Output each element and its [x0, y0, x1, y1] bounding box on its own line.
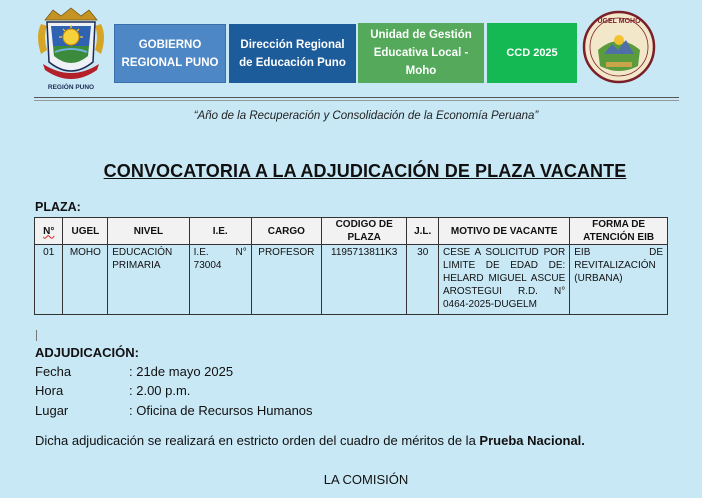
text-cursor: [36, 330, 37, 341]
col-header-ie: I.E.: [189, 218, 251, 245]
ugel-moho-logo: [582, 10, 656, 84]
col-header-forma: FORMA DE ATENCIÓN EIB: [570, 218, 668, 245]
col-header-nivel: NIVEL: [108, 218, 189, 245]
cell-motivo: CESE A SOLICITUD POR LIMITE DE EDAD DE: HELARD MIGUEL ASCUE AROSTEGUI R.D. N° 0464-2025-DUGELM: [438, 245, 569, 315]
ccd-box: CCD 2025: [487, 23, 577, 83]
header-divider-thin: [34, 100, 679, 101]
hora-value: : 2.00 p.m.: [129, 383, 191, 398]
fecha-value: : 21de mayo 2025: [129, 364, 234, 379]
fecha-row: [35, 364, 233, 379]
direccion-regional-box: Dirección Regional de Educación Puno: [229, 24, 356, 83]
header-divider: [34, 97, 679, 98]
adjudicacion-label: ADJUDICACIÓN:: [35, 345, 139, 360]
region-puno-label: REGIÓN PUNO: [47, 84, 95, 91]
col-header-motivo: MOTIVO DE VACANTE: [438, 218, 569, 245]
note-bold: Prueba Nacional.: [479, 433, 585, 448]
cell-ie: I.E. N° 73004: [189, 245, 251, 315]
hora-row: [35, 383, 190, 398]
ugel-moho-seal-text: UGEL MOHO: [597, 18, 641, 25]
lugar-row: [35, 403, 313, 418]
lugar-key: Lugar: [35, 403, 69, 418]
hora-key: Hora: [35, 383, 64, 398]
col-header-number: N°: [35, 218, 63, 245]
ugel-moho-box: Unidad de Gestión Educativa Local - Moho: [358, 23, 484, 83]
cell-jl: 30: [407, 245, 439, 315]
col-header-jl: J.L.: [407, 218, 439, 245]
note-text: Dicha adjudicación se realizará en estricto orden del cuadro de méritos de la: [35, 433, 480, 448]
table-header-row: [35, 218, 668, 245]
page-title: CONVOCATORIA A LA ADJUDICACIÓN DE PLAZA VACANTE: [103, 161, 627, 181]
col-header-codigo: CODIGO DE PLAZA: [321, 218, 406, 245]
col-header-ugel: UGEL: [63, 218, 108, 245]
cell-cargo: PROFESOR: [251, 245, 321, 315]
adjudication-note: [35, 433, 585, 448]
cell-codigo: 1195713811K3: [321, 245, 406, 315]
fecha-key: Fecha: [35, 364, 72, 379]
year-motto: “Año de la Recuperación y Consolidación de la Economía Peruana”: [193, 110, 539, 122]
region-puno-logo: [33, 6, 109, 94]
gobierno-regional-box: GOBIERNO REGIONAL PUNO: [114, 24, 226, 83]
signature-commission: LA COMISIÓN: [323, 472, 409, 487]
col-header-cargo: CARGO: [251, 218, 321, 245]
lugar-value: : Oficina de Recursos Humanos: [129, 403, 313, 418]
cell-ugel: MOHO: [63, 245, 108, 315]
cell-number: 01: [35, 245, 63, 315]
vacancy-table: [34, 217, 668, 315]
plaza-label: PLAZA:: [35, 200, 81, 214]
cell-nivel: EDUCACIÓN PRIMARIA: [108, 245, 189, 315]
region-puno-crest-icon: [33, 6, 109, 86]
cell-forma: EIB DE REVITALIZACIÓN (URBANA): [570, 245, 668, 315]
table-row: [35, 245, 668, 315]
